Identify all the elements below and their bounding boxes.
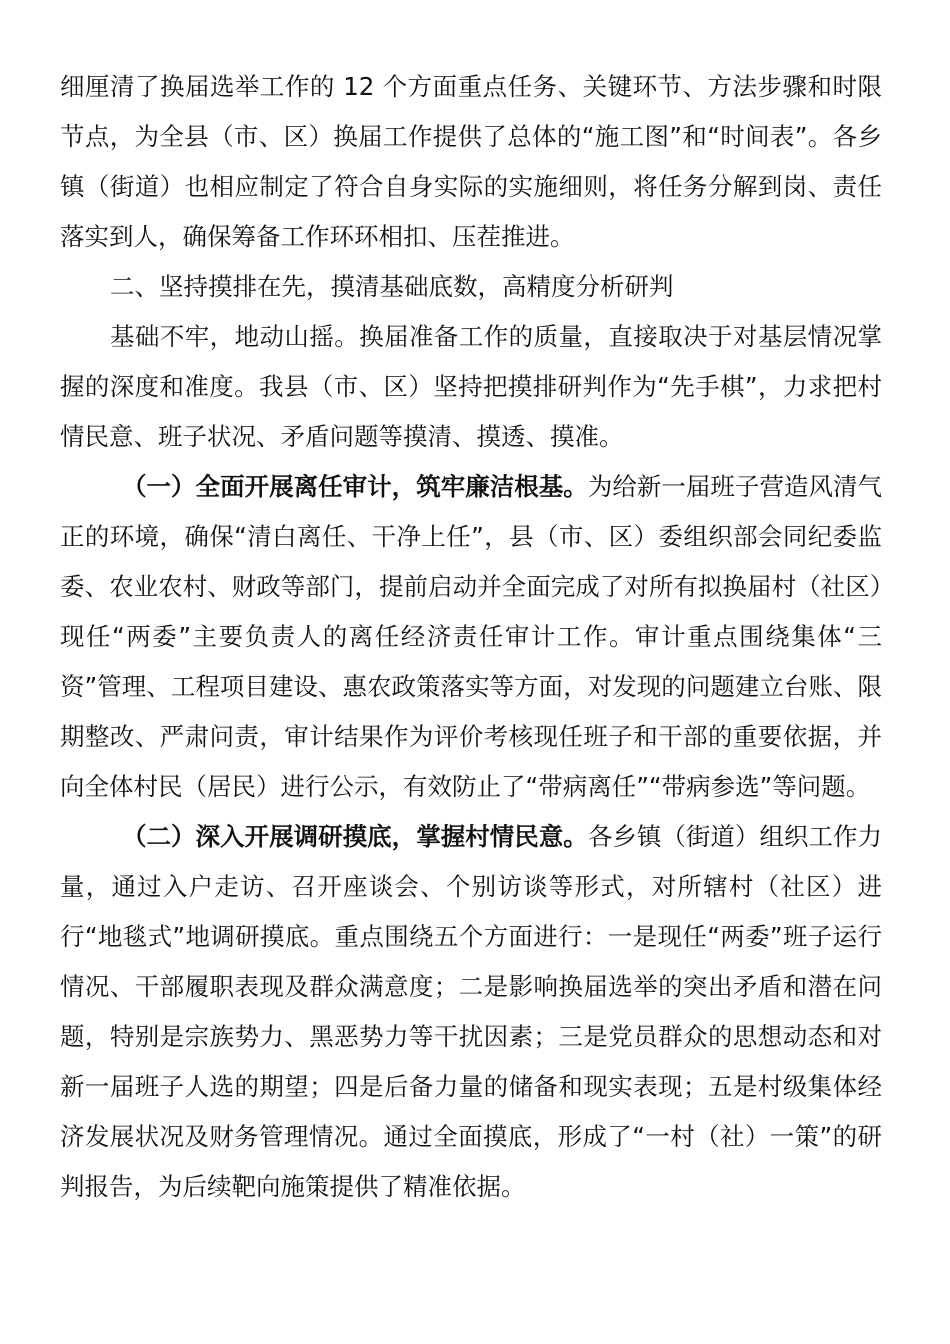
- item-one-body: 为给新一届班子营造风清气正的环境，确保“清白离任、干净上任”，县（市、区）委组织部会同纪委监委、农业农村、财政等部门，提前启动并全面完成了对所有拟换届村（社区）现任“两委”主要负责人的离任经济责任审计工作。审计重点围绕集体“三资”管理、工程项目建设、惠农政策落实等方面，对发现的问题建立台账、限期整改、严肃问责，审计结果作为评价考核现任班子和干部的重要依据，并向全体村民（居民）进行公示，有效防止了“带病离任”“带病参选”等问题。: [60, 472, 883, 801]
- item-two-lead-sentence: （二）深入开展调研摸底，掌握村情民意。: [122, 822, 588, 851]
- document-page: [60, 62, 882, 1212]
- paragraph-item-one: [60, 462, 882, 812]
- paragraph-section-intro: 基础不牢，地动山摇。换届准备工作的质量，直接取决于对基层情况掌握的深度和准度。我县（市、区）坚持把摸排研判作为“先手棋”，力求把村情民意、班子状况、矛盾问题等摸清、摸透、摸准。: [60, 322, 882, 451]
- section-heading-two: 二、坚持摸排在先，摸清基础底数，高精度分析研判: [110, 272, 674, 301]
- paragraph-item-two: [60, 812, 882, 1212]
- item-two-body: 各乡镇（街道）组织工作力量，通过入户走访、召开座谈会、个别访谈等形式，对所辖村（社区）进行“地毯式”地调研摸底。重点围绕五个方面进行：一是现任“两委”班子运行情况、干部履职表现及群众满意度；二是影响换届选举的突出矛盾和潜在问题，特别是宗族势力、黑恶势力等干扰因素；三是党员群众的思想动态和对新一届班子人选的期望；四是后备力量的储备和现实表现；五是村级集体经济发展状况及财务管理情况。通过全面摸底，形成了“一村（社）一策”的研判报告，为后续靶向施策提供了精准依据。: [60, 822, 883, 1201]
- paragraph-continuation: 细厘清了换届选举工作的 12 个方面重点任务、关键环节、方法步骤和时限节点，为全县（市、区）换届工作提供了总体的“施工图”和“时间表”。各乡镇（街道）也相应制定了符合自身实际的实施细则，将任务分解到岗、责任落实到人，确保筹备工作环环相扣、压茬推进。: [60, 72, 882, 251]
- item-one-lead-sentence: （一）全面开展离任审计，筑牢廉洁根基。: [122, 472, 588, 501]
